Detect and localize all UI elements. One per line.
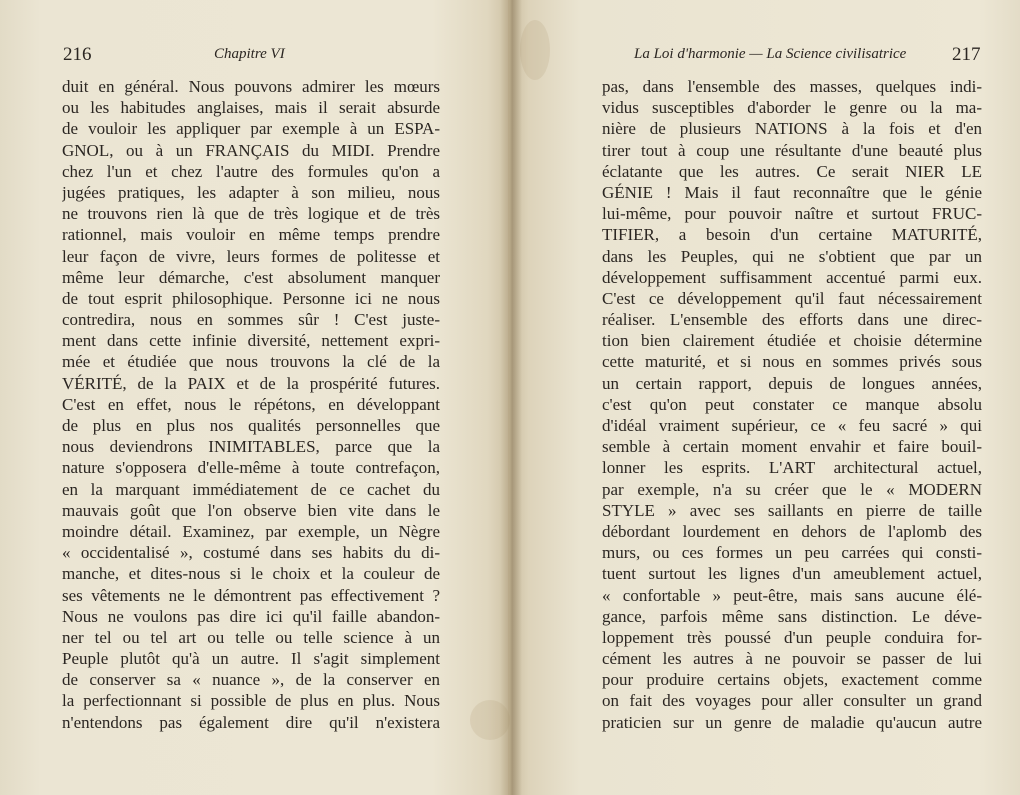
text-line: chez l'un et chez l'autre des formules qu'on a	[62, 161, 440, 181]
text-line: éclatante que les autres. Ce serait NIER LE	[602, 161, 982, 181]
text-line: réaliser. L'ensemble des efforts dans une direc-	[602, 310, 982, 330]
paper-stain	[520, 20, 550, 80]
right-page-text	[602, 76, 982, 733]
text-line: gance, parfois même sans distinction. Le déve-	[602, 606, 982, 626]
text-line: ment dans cette infinie diversité, nettement expri-	[62, 331, 440, 351]
text-line: un certain rapport, depuis de longues années,	[602, 373, 982, 393]
text-line: nière de plusieurs NATIONS à la fois et d'en	[602, 119, 982, 139]
text-line: de vouloir les appliquer par exemple à un ESPA-	[62, 119, 440, 139]
text-line: cément les autres à ne pouvoir se passer de lui	[602, 649, 982, 669]
text-line: tion bien clairement étudiée et choisie détermine	[602, 331, 982, 351]
text-line: pas, dans l'ensemble des masses, quelques indi-	[602, 77, 982, 96]
text-line: « confortable » peut-être, mais sans aucune élé-	[602, 585, 982, 605]
book-gutter	[500, 0, 522, 795]
text-line: ou les habitudes anglaises, mais il serait absurde	[62, 98, 440, 118]
text-line: on fait des voyages pour aller consulter un grand	[602, 691, 982, 711]
text-line: leur façon de vivre, leurs formes de politesse et	[62, 246, 440, 266]
text-line: STYLE » avec ses saillants en pierre de taille	[602, 500, 982, 520]
text-line: débordant lourdement en dehors de l'aplomb des	[602, 521, 982, 541]
left-page-number: 216	[63, 44, 92, 65]
text-line: moindre détail. Examinez, par exemple, un Nègre	[62, 521, 440, 541]
text-line: lonner les esprits. L'ART architectural actuel,	[602, 458, 982, 478]
text-line: semble à certain moment envahir et faire bouil-	[602, 437, 982, 457]
text-line: manche, et dites-nous si le choix et la couleur de	[62, 564, 440, 584]
text-line: C'est ce développement qu'il faut nécessairement	[602, 288, 982, 308]
text-line: développement suffisamment accentué parmi eux.	[602, 267, 982, 287]
text-line: murs, ou ces formes un peu carrées qui consti-	[602, 543, 982, 563]
text-line: n'entendons pas également dire qu'il n'existera	[62, 712, 440, 732]
text-line: mée et étudiée que nous trouvons la clé de la	[62, 352, 440, 372]
text-line: pour produire certains objets, exactement comme	[602, 670, 982, 690]
right-page-number: 217	[952, 44, 981, 65]
text-line: nous deviendrons INIMITABLES, parce que la	[62, 437, 440, 457]
text-line: contredira, nous en sommes sûr ! C'est juste-	[62, 310, 440, 330]
text-line: tuent surtout les lignes d'un ameublement actuel,	[602, 564, 982, 584]
left-page	[0, 0, 508, 795]
text-line: mauvais goût que l'on observe bien vite dans le	[62, 500, 440, 520]
text-line: « occidentalisé », costumé dans ses habits du di-	[62, 543, 440, 563]
text-line: ses vêtements ne le démontrent pas effectivement ?	[62, 585, 440, 605]
text-line: dans les Peuples, qui ne s'obtient que par un	[602, 246, 982, 266]
left-running-head: Chapitre VI	[214, 46, 285, 62]
text-line: TIFIER, a besoin d'un certaine MATURITÉ,	[602, 225, 982, 245]
text-line: en la marquant immédiatement de ce cachet du	[62, 479, 440, 499]
text-line: de plus en plus nos qualités personnelles que	[62, 416, 440, 435]
text-line: la perfectionnant si possible de plus en plus. Nous	[62, 691, 440, 711]
paper-stain	[470, 700, 510, 740]
text-line: duit en général. Nous pouvons admirer les mœurs	[62, 77, 440, 96]
text-line: cette maturité, et si nous en sommes privés sous	[602, 352, 982, 372]
text-line: Peuple plutôt qu'à un autre. Il s'agit simplement	[62, 649, 440, 669]
text-line: ner tel ou tel art ou telle ou telle science à un	[62, 627, 440, 647]
text-line: vidus susceptibles d'aborder le genre ou la ma-	[602, 98, 982, 118]
right-running-head: La Loi d'harmonie — La Science civilisatrice	[634, 46, 907, 62]
text-line: tirer tout à coup une résultante d'une beauté plus	[602, 140, 982, 160]
left-page-text	[62, 76, 440, 733]
text-line: ne trouvons rien là que de très logique et de très	[62, 204, 440, 224]
text-line: VÉRITÉ, de la PAIX et de la prospérité futures.	[62, 373, 440, 393]
text-line: GNOL, ou à un FRANÇAIS du MIDI. Prendre	[62, 140, 440, 160]
text-line: GÉNIE ! Mais il faut reconnaître que le génie	[602, 182, 982, 202]
text-line: lui-même, pour pouvoir naître et surtout FRUC-	[602, 204, 982, 224]
text-line: de tout esprit philosophique. Personne ici ne nous	[62, 288, 440, 308]
right-page	[508, 0, 1020, 795]
text-line: c'est qu'on peut constater ce manque absolu	[602, 394, 982, 414]
text-line: même leur démarche, c'est absolument manquer	[62, 267, 440, 287]
text-line: de conserver sa « nuance », de la conserver en	[62, 670, 440, 690]
text-line: nature s'opposera d'elle-même à toute contrefaçon,	[62, 458, 440, 478]
text-line: loppement très poussé d'un peuple conduira for-	[602, 627, 982, 647]
text-line: praticien sur un genre de maladie qu'aucun autre	[602, 712, 982, 732]
text-line: C'est en effet, nous le répétons, en développant	[62, 394, 440, 414]
text-line: par exemple, n'a su créer que le « MODERN	[602, 479, 982, 499]
text-line: rationnel, mais vouloir en même temps prendre	[62, 225, 440, 245]
text-line: jugées pratiques, les adapter à son milieu, nous	[62, 182, 440, 202]
text-line: Nous ne voulons pas dire ici qu'il faille abandon-	[62, 606, 440, 626]
text-line: d'idéal vraiment supérieur, ce « feu sacré » qui	[602, 416, 982, 435]
